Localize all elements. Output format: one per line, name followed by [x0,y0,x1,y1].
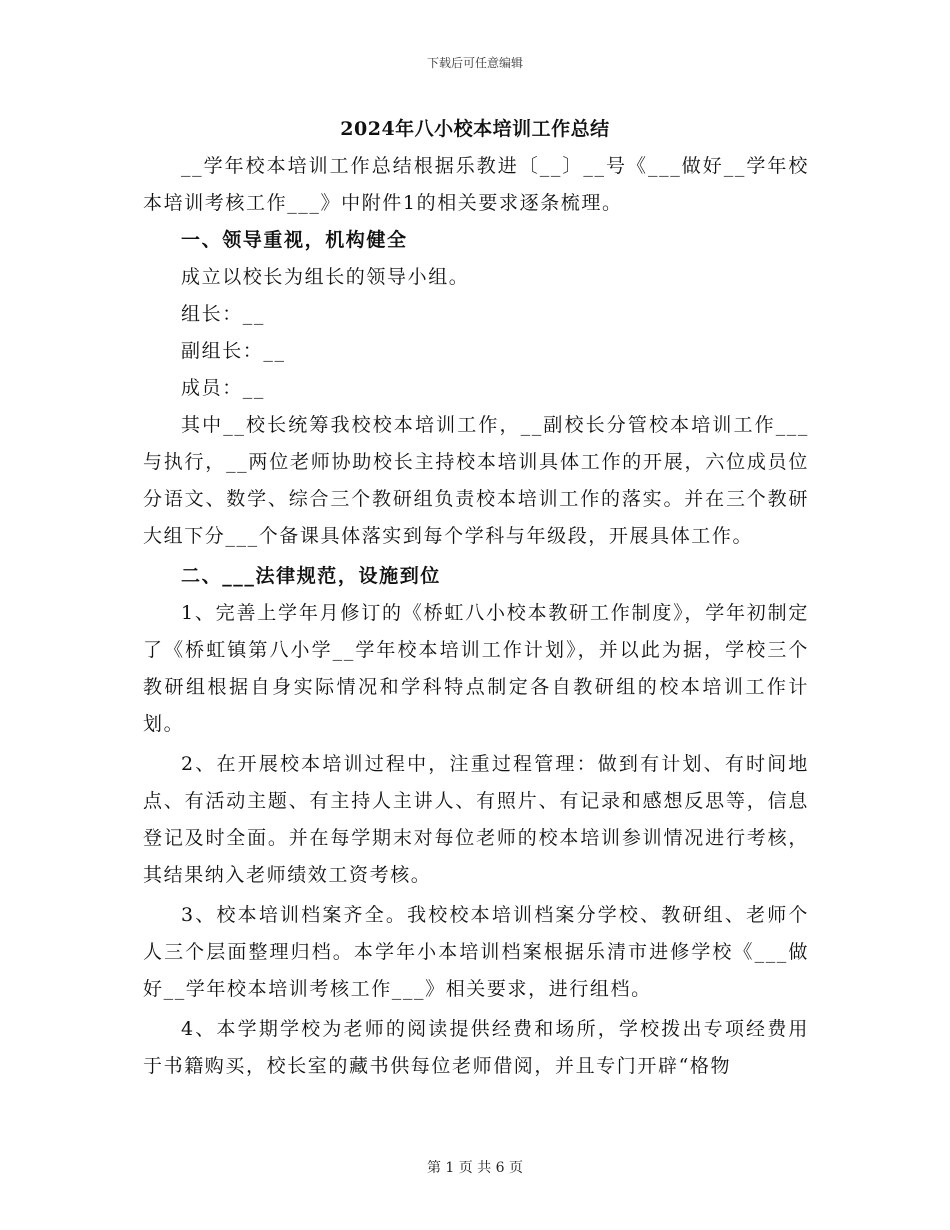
paragraph-leadership-group: 成立以校长为组长的领导小组。 [181,266,470,288]
document-body [143,148,809,1085]
page-number: 第 1 页 共 6 页 [426,1160,524,1176]
section-heading-regulations: 二、___法律规范，设施到位 [181,565,441,587]
document-title: 2024年八小校本培训工作总结 [340,118,610,140]
paragraph-deputy-leader: 副组长：__ [181,340,286,362]
intro-paragraph: __学年校本培训工作总结根据乐教进〔__〕__号《___做好__学年校本培训考核工作___》中附件1的相关要求逐条梳理。 [143,155,809,214]
page-header-note: 下载后可任意编辑 [426,56,523,70]
paragraph-item-1: 1、完善上学年月修订的《桥虹八小校本教研工作制度》，学年初制定了《桥虹镇第八小学__学年校本培训工作计划》，并以此为据，学校三个教研组根据自身实际情况和学科特点制定各自教研组的校本培训工作计划。 [143,602,809,735]
paragraph-members: 成员：__ [181,377,266,399]
paragraph-item-2: 2、在开展校本培训过程中，注重过程管理：做到有计划、有时间地点、有活动主题、有主持人主讲人、有照片、有记录和感想反思等，信息登记及时全面。并在每学期末对每位老师的校本培训参训情况进行考核，其结果纳入老师绩效工资考核。 [143,753,809,886]
paragraph-group-leader: 组长：__ [181,303,266,325]
paragraph-responsibilities: 其中__校长统筹我校校本培训工作，__副校长分管校本培训工作___与执行，__两位老师协助校长主持校本培训具体工作的开展，六位成员位分语文、数学、综合三个教研组负责校本培训工作的落实。并在三个教研大组下分___个备课具体落实到每个学科与年级段，开展具体工作。 [143,414,809,547]
section-heading-leadership: 一、领导重视，机构健全 [181,229,408,251]
paragraph-item-3: 3、校本培训档案齐全。我校校本培训档案分学校、教研组、老师个人三个层面整理归档。本学年小本培训档案根据乐清市进修学校《___做好__学年校本培训考核工作___》相关要求，进行组档。 [143,904,809,1000]
paragraph-item-4: 4、本学期学校为老师的阅读提供经费和场所，学校拨出专项经费用于书籍购买，校长室的藏书供每位老师借阅，并且专门开辟“格物 [143,1018,809,1077]
